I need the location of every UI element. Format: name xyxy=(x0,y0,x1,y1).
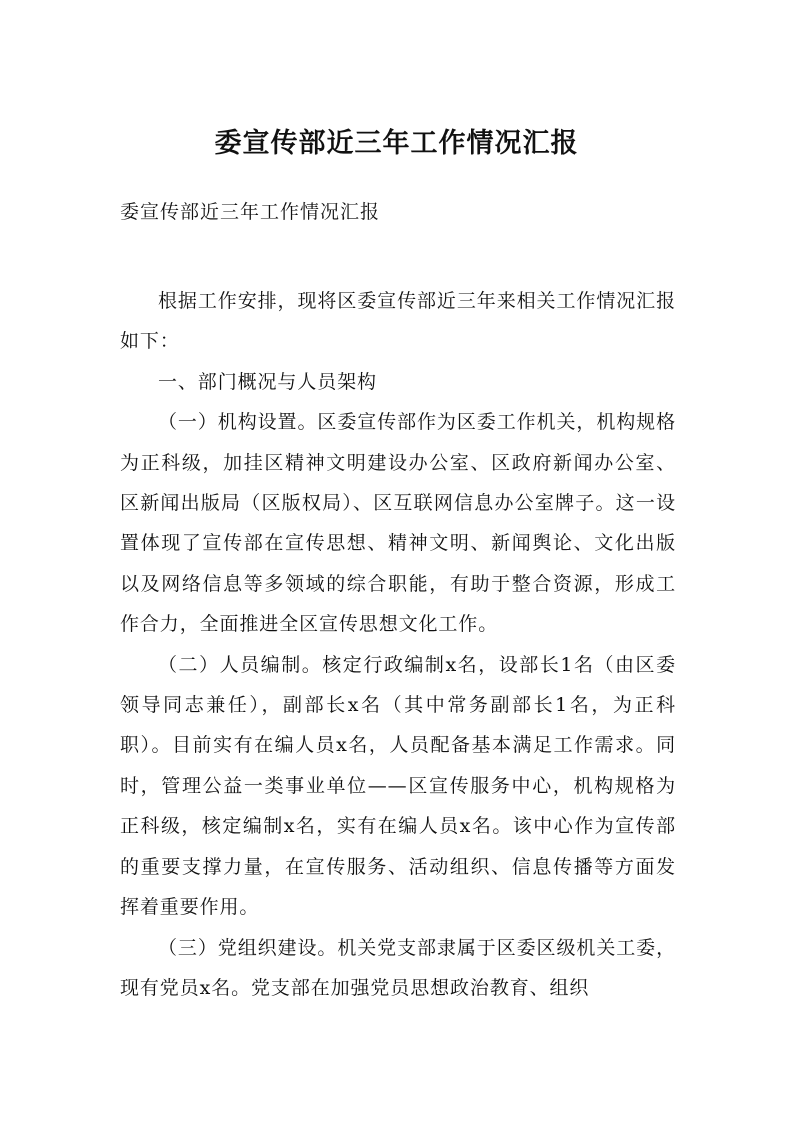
paragraph-party-organization: （三）党组织建设。机关党支部隶属于区委区级机关工委，现有党员x名。党支部在加强党员思想政治教育、组织 xyxy=(120,936,676,999)
paragraph-staffing: （二）人员编制。核定行政编制x名，设部长1名（由区委领导同志兼任），副部长x名（其中常务副部长1名，为正科职）。目前实有在编人员x名，人员配备基本满足工作需求。同时，管理公益一类事业单位——区宣传服务中心，机构规格为正科级，核定编制x名，实有在编人员x名。该中心作为宣传部的重要支撑力量，在宣传服务、活动组织、信息传播等方面发挥着重要作用。 xyxy=(120,653,676,919)
paragraph-intro: 根据工作安排，现将区委宣传部近三年来相关工作情况汇报如下： xyxy=(120,290,676,353)
document-title: 委宣传部近三年工作情况汇报 xyxy=(214,128,579,159)
section-heading-1: 一、部门概况与人员架构 xyxy=(158,370,377,393)
paragraph-institution: （一）机构设置。区委宣传部作为区委工作机关，机构规格为正科级，加挂区精神文明建设办公室、区政府新闻办公室、区新闻出版局（区版权局）、区互联网信息办公室牌子。这一设置体现了宣传部在宣传思想、精神文明、新闻舆论、文化出版以及网络信息等多领域的综合职能，有助于整合资源，形成工作合力，全面推进全区宣传思想文化工作。 xyxy=(120,411,676,636)
document-subtitle: 委宣传部近三年工作情况汇报 xyxy=(120,201,381,223)
document-body xyxy=(120,281,676,1008)
